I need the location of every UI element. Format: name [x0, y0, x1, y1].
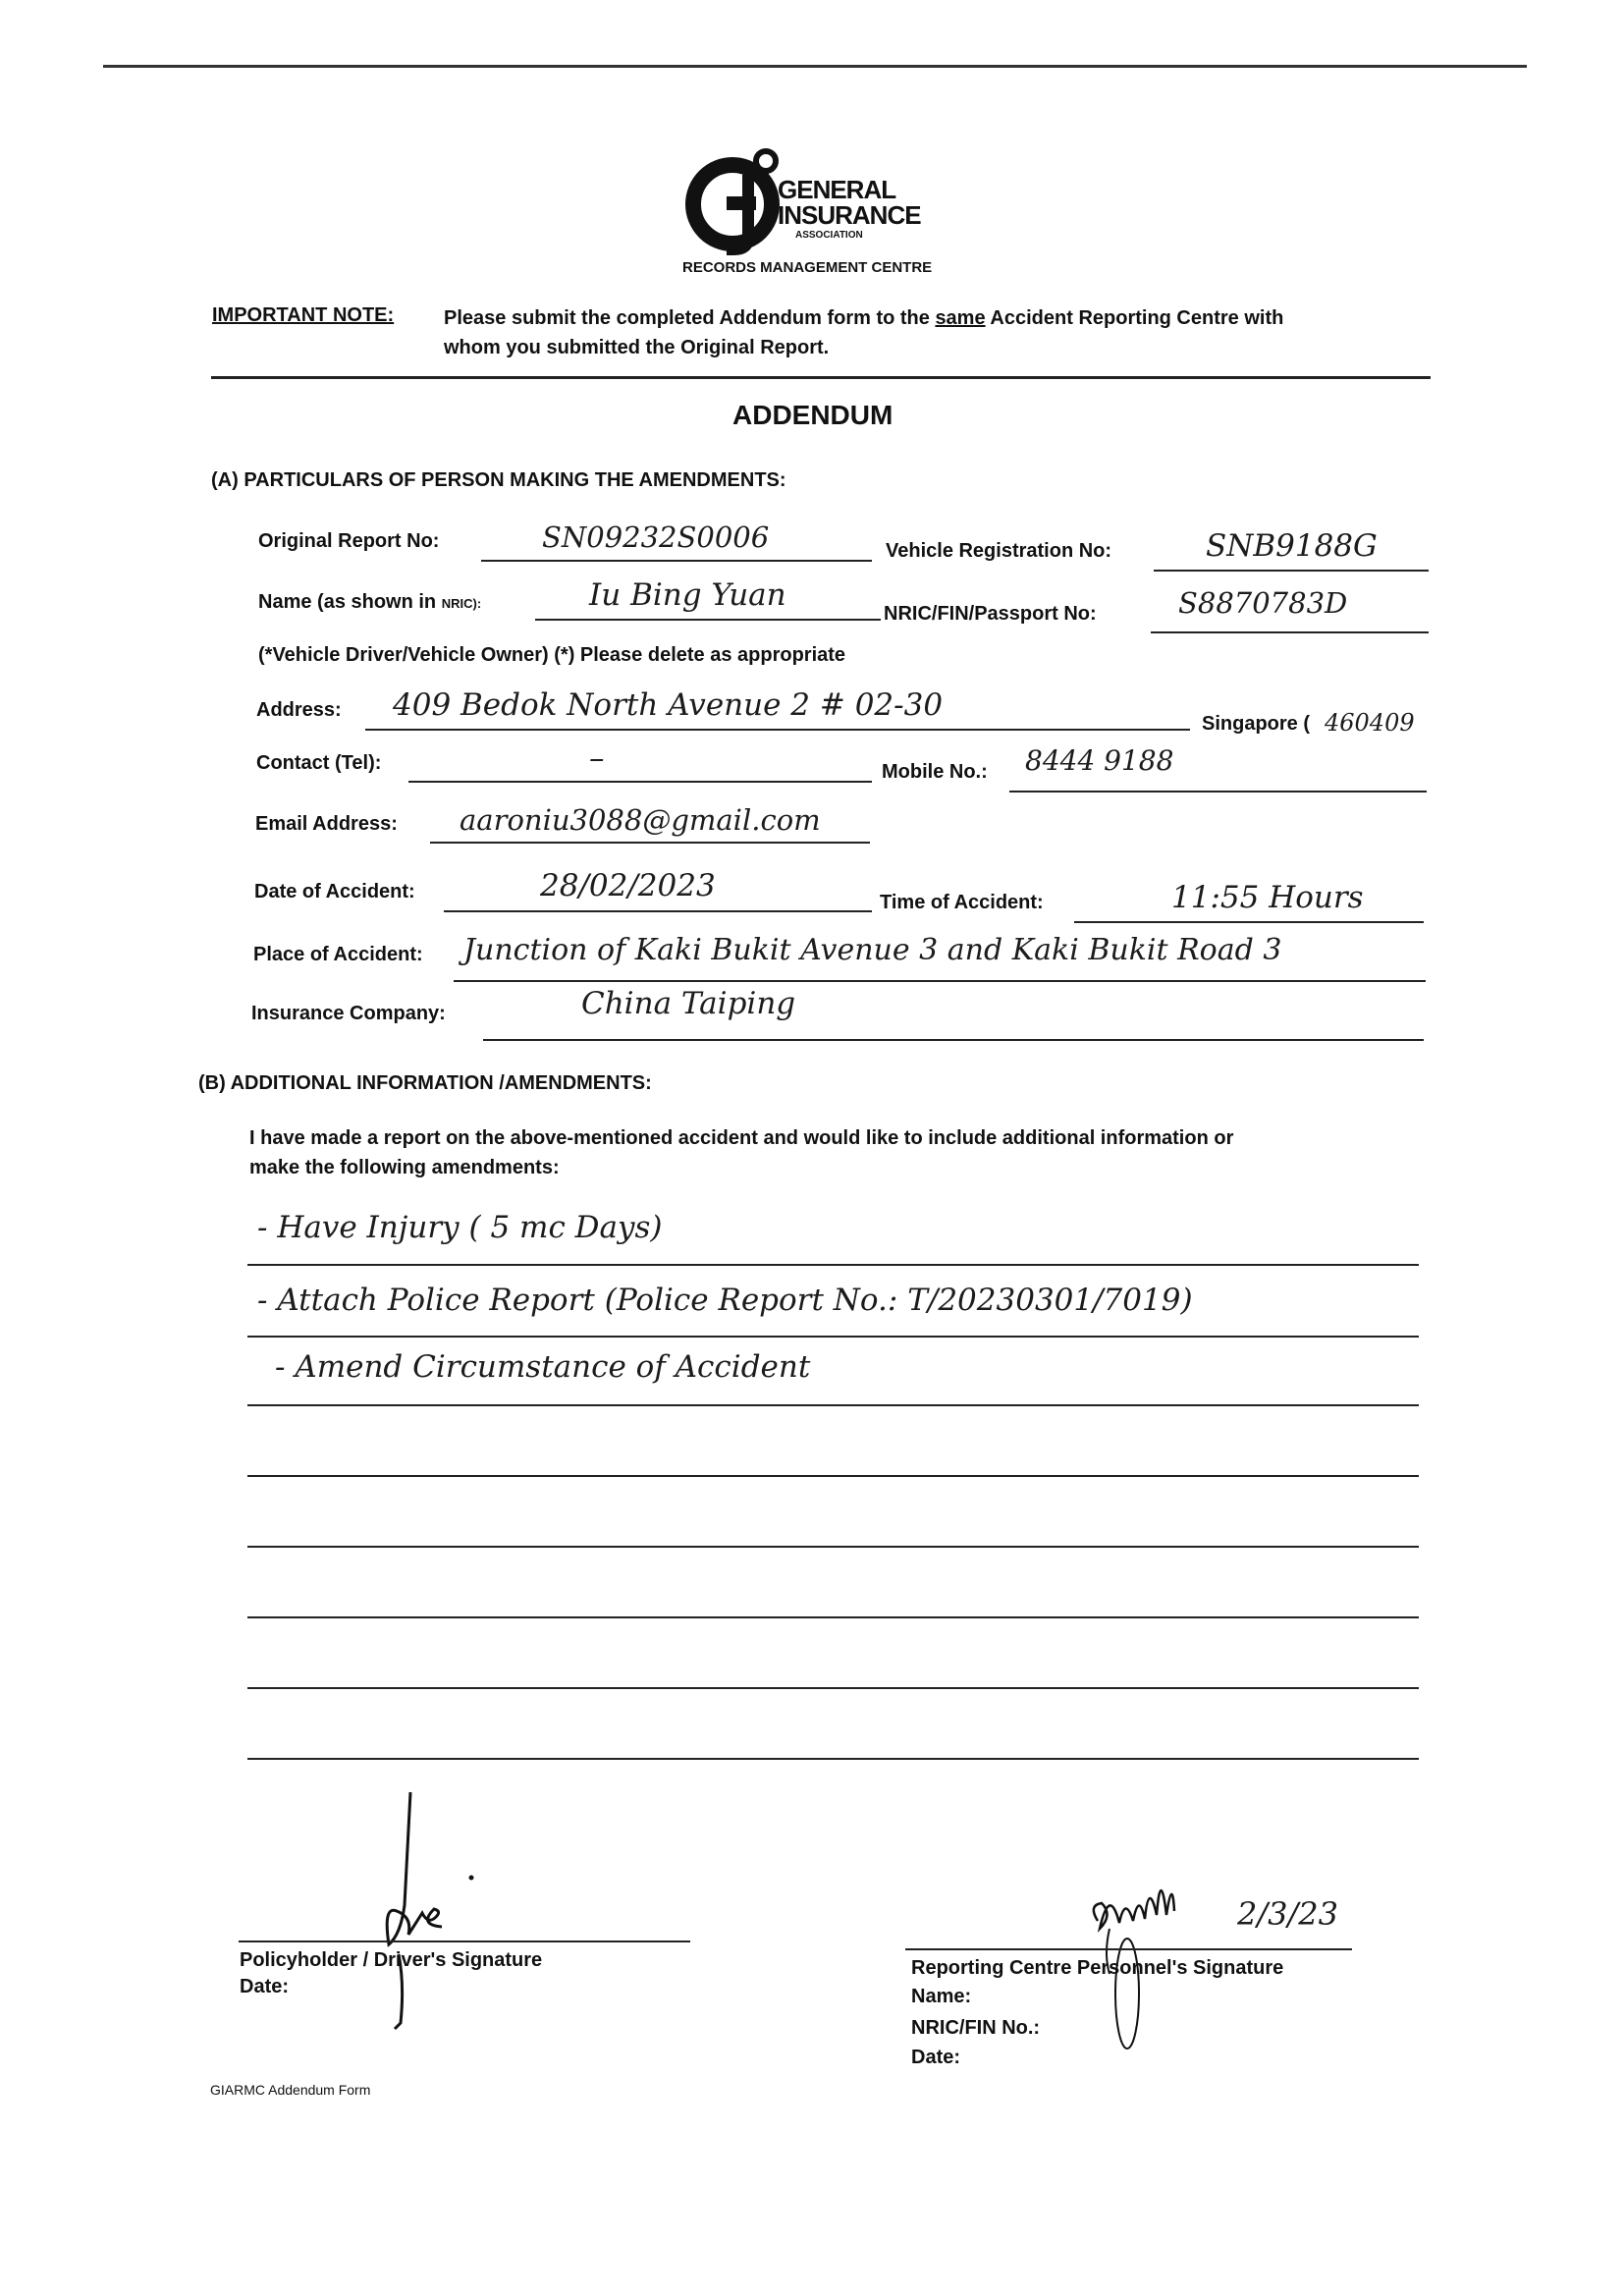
- important-note-before: Please submit the completed Addendum form to the: [444, 307, 930, 329]
- driver-owner-note: (*Vehicle Driver/Vehicle Owner) (*) Please delete as appropriate: [258, 644, 846, 666]
- name-value: Iu Bing Yuan: [589, 577, 786, 613]
- name-line: [535, 619, 881, 621]
- section-b-intro-line1: I have made a report on the above-mentioned accident and would like to include additional information or: [249, 1127, 1234, 1149]
- logo-line-insurance: INSURANCE: [778, 200, 921, 230]
- name-label-text: Name (as shown in: [258, 591, 437, 613]
- amendment-line: [247, 1546, 1419, 1548]
- amendment-line: [247, 1475, 1419, 1477]
- mobile-value: 8444 9188: [1025, 744, 1174, 777]
- amendment-line: [247, 1336, 1419, 1338]
- section-b-heading: (B) ADDITIONAL INFORMATION /AMENDMENTS:: [198, 1072, 652, 1094]
- nric-label: NRIC/FIN/Passport No:: [884, 603, 1097, 625]
- personnel-date-label: Date:: [911, 2047, 961, 2068]
- amendment-line: [247, 1616, 1419, 1618]
- contact-value: –: [589, 740, 605, 776]
- insurance-company-value: China Taiping: [581, 986, 796, 1021]
- personnel-signature-line: [905, 1948, 1352, 1950]
- time-of-accident-value: 11:55 Hours: [1171, 880, 1364, 915]
- vehicle-reg-value: SNB9188G: [1206, 528, 1378, 564]
- scan-top-edge: [103, 65, 1527, 68]
- nric-line: [1151, 631, 1429, 633]
- vehicle-reg-line: [1154, 570, 1429, 572]
- mobile-label: Mobile No.:: [882, 761, 988, 783]
- email-value: aaroniu3088@gmail.com: [460, 803, 821, 837]
- amendment-line: [247, 1687, 1419, 1689]
- contact-line: [408, 781, 872, 783]
- note-divider: [211, 376, 1431, 379]
- amendment-line: [247, 1404, 1419, 1406]
- section-a-heading: (A) PARTICULARS OF PERSON MAKING THE AMENDMENTS:: [211, 469, 786, 491]
- important-note-after: Accident Reporting Centre with: [990, 307, 1284, 329]
- amendment-line: [247, 1758, 1419, 1760]
- singapore-label: Singapore (: [1202, 713, 1311, 735]
- amendment-item: - Have Injury ( 5 mc Days): [257, 1210, 663, 1245]
- place-of-accident-line: [454, 980, 1426, 982]
- gia-logo: [677, 147, 952, 285]
- contact-label: Contact (Tel):: [256, 752, 382, 774]
- name-label: [258, 591, 481, 614]
- logo-subtitle: RECORDS MANAGEMENT CENTRE: [682, 259, 933, 276]
- important-note-same: same: [935, 307, 986, 329]
- time-of-accident-label: Time of Accident:: [880, 892, 1044, 913]
- date-of-accident-line: [444, 910, 872, 912]
- logo-line-general: GENERAL: [778, 175, 896, 204]
- amendment-item: - Attach Police Report (Police Report No.: T/20230301/7019): [257, 1283, 1193, 1318]
- amendment-item: - Amend Circumstance of Accident: [275, 1349, 811, 1385]
- form-footer: GIARMC Addendum Form: [210, 2082, 371, 2098]
- original-report-line: [481, 560, 872, 562]
- address-value: 409 Bedok North Avenue 2 # 02-30: [393, 687, 944, 723]
- original-report-label: Original Report No:: [258, 530, 440, 552]
- nric-value: S8870783D: [1178, 586, 1348, 620]
- place-of-accident-value: Junction of Kaki Bukit Avenue 3 and Kaki Bukit Road 3: [463, 933, 1282, 967]
- personnel-signed-date: 2/3/23: [1237, 1895, 1338, 1933]
- postal-value: 460409: [1325, 709, 1415, 737]
- insurance-company-label: Insurance Company:: [251, 1003, 446, 1024]
- important-note-text: [444, 307, 1283, 330]
- email-label: Email Address:: [255, 813, 398, 835]
- logo-line-association: ASSOCIATION: [795, 230, 863, 241]
- page-title: ADDENDUM: [732, 400, 893, 430]
- date-of-accident-label: Date of Accident:: [254, 881, 415, 902]
- section-b-intro-line2: make the following amendments:: [249, 1157, 560, 1178]
- insurance-company-line: [483, 1039, 1424, 1041]
- personnel-name-label: Name:: [911, 1986, 972, 2007]
- mobile-line: [1009, 791, 1427, 793]
- address-label: Address:: [256, 699, 342, 721]
- personnel-nric-label: NRIC/FIN No.:: [911, 2017, 1041, 2039]
- date-of-accident-value: 28/02/2023: [540, 868, 716, 903]
- place-of-accident-label: Place of Accident:: [253, 944, 423, 965]
- address-line: [365, 729, 1190, 731]
- time-of-accident-line: [1074, 921, 1424, 923]
- name-label-small: NRIC):: [441, 596, 482, 611]
- important-note-line2: whom you submitted the Original Report.: [444, 337, 830, 358]
- policyholder-signature-label: Policyholder / Driver's Signature: [240, 1949, 543, 1971]
- email-line: [430, 842, 870, 844]
- important-note-label: IMPORTANT NOTE:: [212, 304, 395, 326]
- policyholder-signature-line: [239, 1941, 690, 1942]
- policyholder-signature-icon: [344, 1787, 481, 2043]
- vehicle-reg-label: Vehicle Registration No:: [886, 540, 1112, 562]
- gia-emblem-icon: [683, 147, 791, 255]
- policyholder-date-label: Date:: [240, 1976, 290, 1997]
- amendment-line: [247, 1264, 1419, 1266]
- personnel-signature-label: Reporting Centre Personnel's Signature: [911, 1957, 1284, 1979]
- original-report-value: SN09232S0006: [542, 520, 770, 554]
